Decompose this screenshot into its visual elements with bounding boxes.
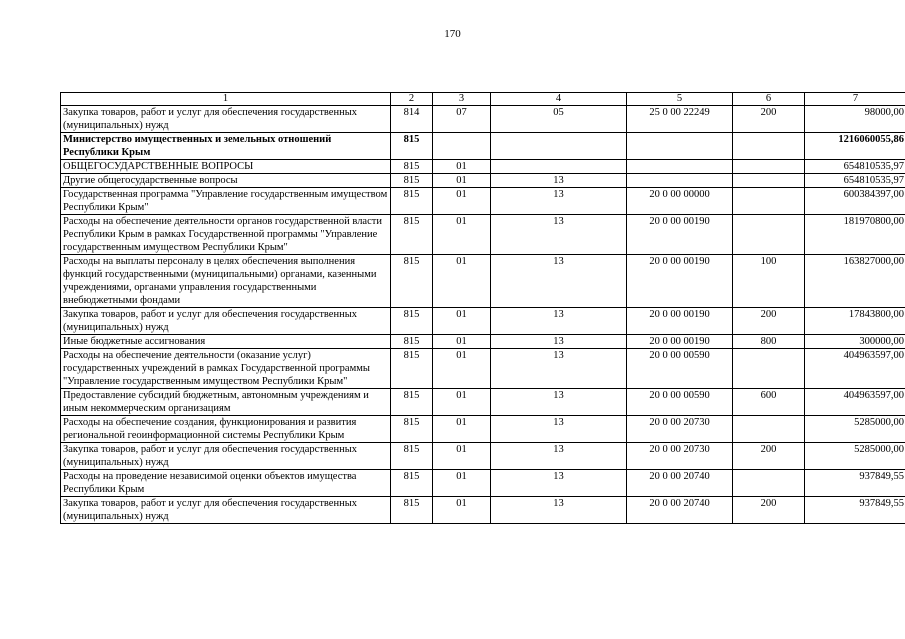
table-row [61,160,905,174]
amount-cell: 404963597,00 [805,349,905,389]
expense-type-cell: 200 [733,443,805,470]
expense-type-cell [733,133,805,160]
target-article-cell [627,133,733,160]
target-article-cell: 20 0 00 20730 [627,443,733,470]
expense-type-cell [733,160,805,174]
column-header: 7 [805,93,905,106]
section-code-cell: 07 [433,106,491,133]
amount-cell: 404963597,00 [805,389,905,416]
ministry-code-cell: 815 [391,188,433,215]
subsection-code-cell: 13 [491,497,627,524]
expense-type-cell [733,188,805,215]
subsection-code-cell: 13 [491,308,627,335]
subsection-code-cell: 05 [491,106,627,133]
table-row [61,133,905,160]
amount-cell: 98000,00 [805,106,905,133]
section-code-cell: 01 [433,389,491,416]
subsection-code-cell [491,133,627,160]
section-code-cell: 01 [433,497,491,524]
amount-cell: 937849,55 [805,470,905,497]
expenditure-name-cell: Государственная программа "Управление государственным имуществом Республики Крым" [61,188,391,215]
column-header: 3 [433,93,491,106]
section-code-cell: 01 [433,349,491,389]
ministry-code-cell: 815 [391,133,433,160]
expense-type-cell [733,349,805,389]
expenditure-name-cell: Расходы на проведение независимой оценки объектов имущества Республики Крым [61,470,391,497]
expenditure-name-cell: Закупка товаров, работ и услуг для обеспечения государственных (муниципальных) нужд [61,308,391,335]
expenditure-name-cell: Расходы на обеспечение создания, функционирования и развития региональной геоинформационной системы Республики Крым [61,416,391,443]
subsection-code-cell [491,160,627,174]
subsection-code-cell: 13 [491,215,627,255]
amount-cell: 654810535,97 [805,174,905,188]
table-row [61,308,905,335]
amount-cell: 163827000,00 [805,255,905,308]
subsection-code-cell: 13 [491,470,627,497]
amount-cell: 300000,00 [805,335,905,349]
expenditure-name-cell: Закупка товаров, работ и услуг для обеспечения государственных (муниципальных) нужд [61,497,391,524]
target-article-cell: 20 0 00 00190 [627,335,733,349]
subsection-code-cell: 13 [491,416,627,443]
expense-type-cell: 200 [733,106,805,133]
expenditure-name-cell: Закупка товаров, работ и услуг для обеспечения государственных (муниципальных) нужд [61,443,391,470]
section-code-cell: 01 [433,335,491,349]
section-code-cell: 01 [433,174,491,188]
expenditure-name-cell: Расходы на обеспечение деятельности (оказание услуг) государственных учреждений в рамках Государственной программы "Управление государственным имуществом Республики Крым" [61,349,391,389]
target-article-cell [627,174,733,188]
page-number: 170 [444,28,461,40]
ministry-code-cell: 815 [391,335,433,349]
section-code-cell: 01 [433,443,491,470]
amount-cell: 5285000,00 [805,443,905,470]
subsection-code-cell: 13 [491,443,627,470]
ministry-code-cell: 815 [391,497,433,524]
amount-cell: 5285000,00 [805,416,905,443]
ministry-code-cell: 815 [391,349,433,389]
target-article-cell: 20 0 00 00190 [627,308,733,335]
expense-type-cell: 200 [733,308,805,335]
table-row [61,106,905,133]
ministry-code-cell: 815 [391,443,433,470]
subsection-code-cell: 13 [491,389,627,416]
table-row [61,416,905,443]
expense-type-cell [733,174,805,188]
expenditure-name-cell: Расходы на выплаты персоналу в целях обеспечения выполнения функций государственными (муниципальными) органами, казенными учреждениями, органами управления государственными внебюджетными фондами [61,255,391,308]
column-number-row [61,93,905,106]
subsection-code-cell: 13 [491,174,627,188]
table-row [61,188,905,215]
amount-cell: 17843800,00 [805,308,905,335]
subsection-code-cell: 13 [491,349,627,389]
amount-cell: 600384397,00 [805,188,905,215]
expense-type-cell [733,416,805,443]
ministry-code-cell: 815 [391,160,433,174]
expenditure-name-cell: ОБЩЕГОСУДАРСТВЕННЫЕ ВОПРОСЫ [61,160,391,174]
budget-table [60,92,905,524]
amount-cell: 937849,55 [805,497,905,524]
section-code-cell: 01 [433,188,491,215]
subsection-code-cell: 13 [491,335,627,349]
section-code-cell [433,133,491,160]
column-header: 4 [491,93,627,106]
target-article-cell: 20 0 00 00190 [627,255,733,308]
column-header: 1 [61,93,391,106]
expenditure-name-cell: Предоставление субсидий бюджетным, автономным учреждениям и иным некоммерческим организациям [61,389,391,416]
ministry-code-cell: 815 [391,389,433,416]
ministry-code-cell: 815 [391,215,433,255]
expenditure-name-cell: Закупка товаров, работ и услуг для обеспечения государственных (муниципальных) нужд [61,106,391,133]
target-article-cell: 20 0 00 00590 [627,389,733,416]
expense-type-cell: 100 [733,255,805,308]
ministry-code-cell: 815 [391,174,433,188]
target-article-cell: 20 0 00 20740 [627,497,733,524]
table-row [61,497,905,524]
target-article-cell [627,160,733,174]
column-header: 6 [733,93,805,106]
ministry-code-cell: 815 [391,416,433,443]
expense-type-cell [733,470,805,497]
section-code-cell: 01 [433,255,491,308]
expenditure-name-cell: Министерство имущественных и земельных отношений Республики Крым [61,133,391,160]
ministry-code-cell: 814 [391,106,433,133]
section-code-cell: 01 [433,416,491,443]
ministry-code-cell: 815 [391,470,433,497]
table-row [61,335,905,349]
table-body [61,106,905,524]
ministry-code-cell: 815 [391,255,433,308]
subsection-code-cell: 13 [491,188,627,215]
amount-cell: 1216060055,86 [805,133,905,160]
section-code-cell: 01 [433,215,491,255]
ministry-code-cell: 815 [391,308,433,335]
table-row [61,443,905,470]
expense-type-cell [733,215,805,255]
target-article-cell: 20 0 00 00000 [627,188,733,215]
target-article-cell: 20 0 00 20740 [627,470,733,497]
section-code-cell: 01 [433,308,491,335]
amount-cell: 181970800,00 [805,215,905,255]
expenditure-name-cell: Другие общегосударственные вопросы [61,174,391,188]
table-row [61,470,905,497]
target-article-cell: 20 0 00 00590 [627,349,733,389]
expenditure-name-cell: Иные бюджетные ассигнования [61,335,391,349]
target-article-cell: 20 0 00 20730 [627,416,733,443]
amount-cell: 654810535,97 [805,160,905,174]
target-article-cell: 25 0 00 22249 [627,106,733,133]
target-article-cell: 20 0 00 00190 [627,215,733,255]
subsection-code-cell: 13 [491,255,627,308]
column-header: 2 [391,93,433,106]
column-header: 5 [627,93,733,106]
expenditure-name-cell: Расходы на обеспечение деятельности органов государственной власти Республики Крым в рамках Государственной программы "Управление государственным имуществом Республики Крым" [61,215,391,255]
section-code-cell: 01 [433,470,491,497]
table-row [61,174,905,188]
table-row [61,349,905,389]
table-row [61,215,905,255]
section-code-cell: 01 [433,160,491,174]
expense-type-cell: 200 [733,497,805,524]
table-row [61,255,905,308]
table-row [61,389,905,416]
expense-type-cell: 600 [733,389,805,416]
expense-type-cell: 800 [733,335,805,349]
